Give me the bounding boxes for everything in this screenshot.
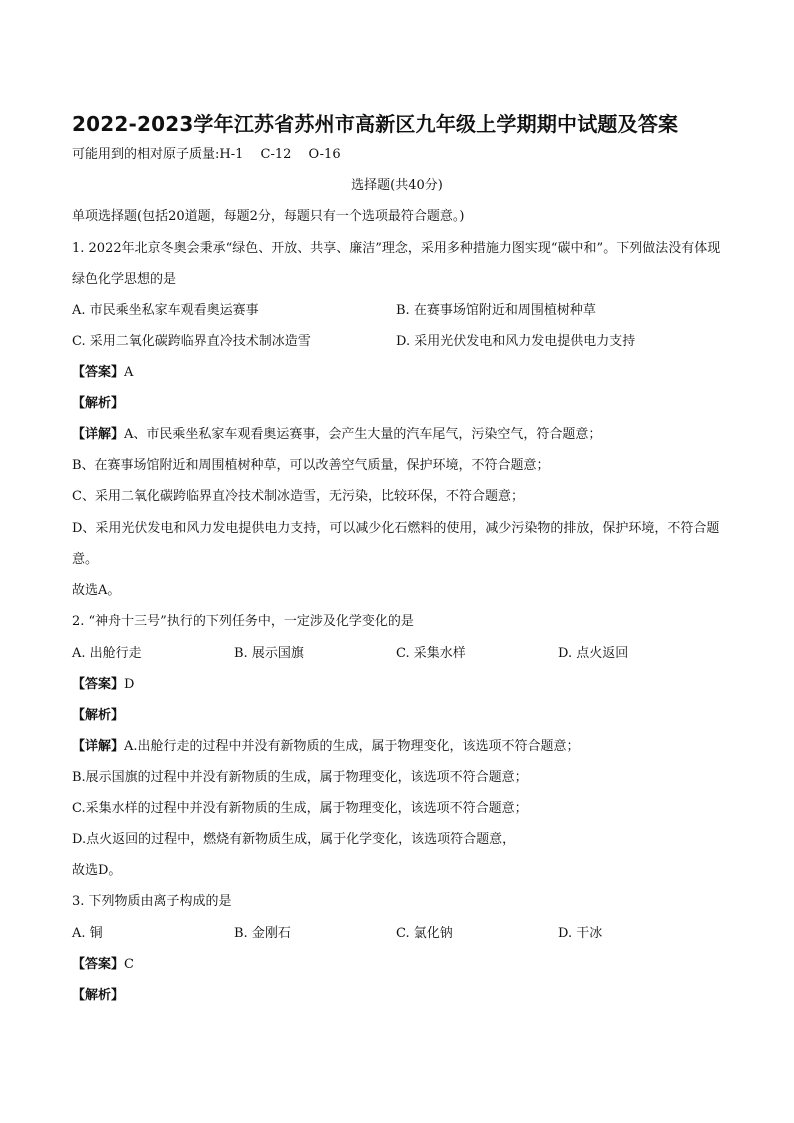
- detail-tag: 【详解】: [72, 427, 125, 442]
- question-3-stem: 3. 下列物质由离子构成的是: [72, 894, 232, 909]
- question-1-option-a: A. 市民乘坐私家车观看奥运赛事: [72, 303, 259, 318]
- question-2-detail-a: [72, 738, 580, 756]
- analysis-tag: 【解析】: [72, 708, 125, 723]
- analysis-tag: 【解析】: [72, 396, 125, 411]
- page-title: 2022-2023学年江苏省苏州市高新区九年级上学期期中试题及答案: [72, 112, 679, 136]
- question-1-analysis-tag: [72, 395, 124, 413]
- question-1-detail-d: D、采用光伏发电和风力发电提供电力支持，可以减少化石燃料的使用，减少污染物的排放，保护环境，不符合题意。: [72, 521, 720, 567]
- question-2-conclusion: 故选D。: [72, 863, 122, 878]
- answer-value: C: [124, 957, 134, 972]
- section-instruction: 单项选择题(包括20道题，每题2分，每题只有一个选项最符合题意。): [72, 209, 465, 224]
- question-2-answer: [72, 676, 134, 694]
- detail-text: A、市民乘坐私家车观看奥运赛事，会产生大量的汽车尾气，污染空气，符合题意；: [124, 427, 602, 442]
- question-2-option-c: C. 采集水样: [396, 646, 466, 661]
- answer-value: A: [124, 365, 134, 380]
- answer-tag: 【答案】: [72, 677, 125, 692]
- question-3-option-c: C. 氯化钠: [396, 926, 453, 941]
- question-2-option-a: A. 出舱行走: [72, 646, 142, 661]
- answer-value: D: [124, 677, 135, 692]
- question-3-option-a: A. 铜: [72, 926, 103, 941]
- question-3-answer: [72, 956, 134, 974]
- question-2-stem: 2. “神舟十三号”执行的下列任务中，一定涉及化学变化的是: [72, 614, 414, 629]
- question-3-option-b: B. 金刚石: [234, 926, 291, 941]
- question-1-answer: [72, 364, 133, 382]
- question-1-detail-c: C、采用二氧化碳跨临界直冷技术制冰造雪，无污染，比较环保，不符合题意；: [72, 489, 524, 504]
- question-3-analysis-tag: [72, 987, 124, 1005]
- question-3-option-d: D. 干冰: [558, 926, 603, 941]
- question-2-detail-d: D.点火返回的过程中，燃烧有新物质生成，属于化学变化，该选项符合题意，: [72, 832, 516, 847]
- section-heading: 选择题(共40分): [351, 178, 443, 193]
- question-2-option-b: B. 展示国旗: [234, 646, 304, 661]
- question-2-analysis-tag: [72, 707, 124, 725]
- question-1-stem: 1. 2022年北京冬奥会秉承“绿色、开放、共享、廉洁”理念，采用多种措施力图实现“碳中和”。下列做法没有体现绿色化学思想的是: [72, 241, 721, 287]
- answer-tag: 【答案】: [72, 365, 125, 380]
- detail-tag: 【详解】: [72, 739, 125, 754]
- answer-tag: 【答案】: [72, 957, 125, 972]
- atomic-mass-note: 可能用到的相对原子质量:H-1 C-12 O-16: [72, 147, 341, 162]
- question-1-detail-b: B、在赛事场馆附近和周围植树种草，可以改善空气质量，保护环境，不符合题意；: [72, 458, 550, 473]
- question-2-detail-b: B.展示国旗的过程中并没有新物质的生成，属于物理变化，该选项不符合题意；: [72, 770, 528, 785]
- question-1-option-b: B. 在赛事场馆附近和周围植树种草: [396, 303, 596, 318]
- question-1-option-c: C. 采用二氧化碳跨临界直冷技术制冰造雪: [72, 334, 311, 349]
- question-1-conclusion: 故选A。: [72, 583, 121, 598]
- question-1-option-d: D. 采用光伏发电和风力发电提供电力支持: [396, 334, 636, 349]
- question-1-detail-a: [72, 426, 601, 444]
- question-2-option-d: D. 点火返回: [558, 646, 629, 661]
- question-2-detail-c: C.采集水样的过程中并没有新物质的生成，属于物理变化，该选项不符合题意；: [72, 801, 528, 816]
- detail-text: A.出舱行走的过程中并没有新物质的生成，属于物理变化，该选项不符合题意；: [124, 739, 580, 754]
- analysis-tag: 【解析】: [72, 988, 125, 1003]
